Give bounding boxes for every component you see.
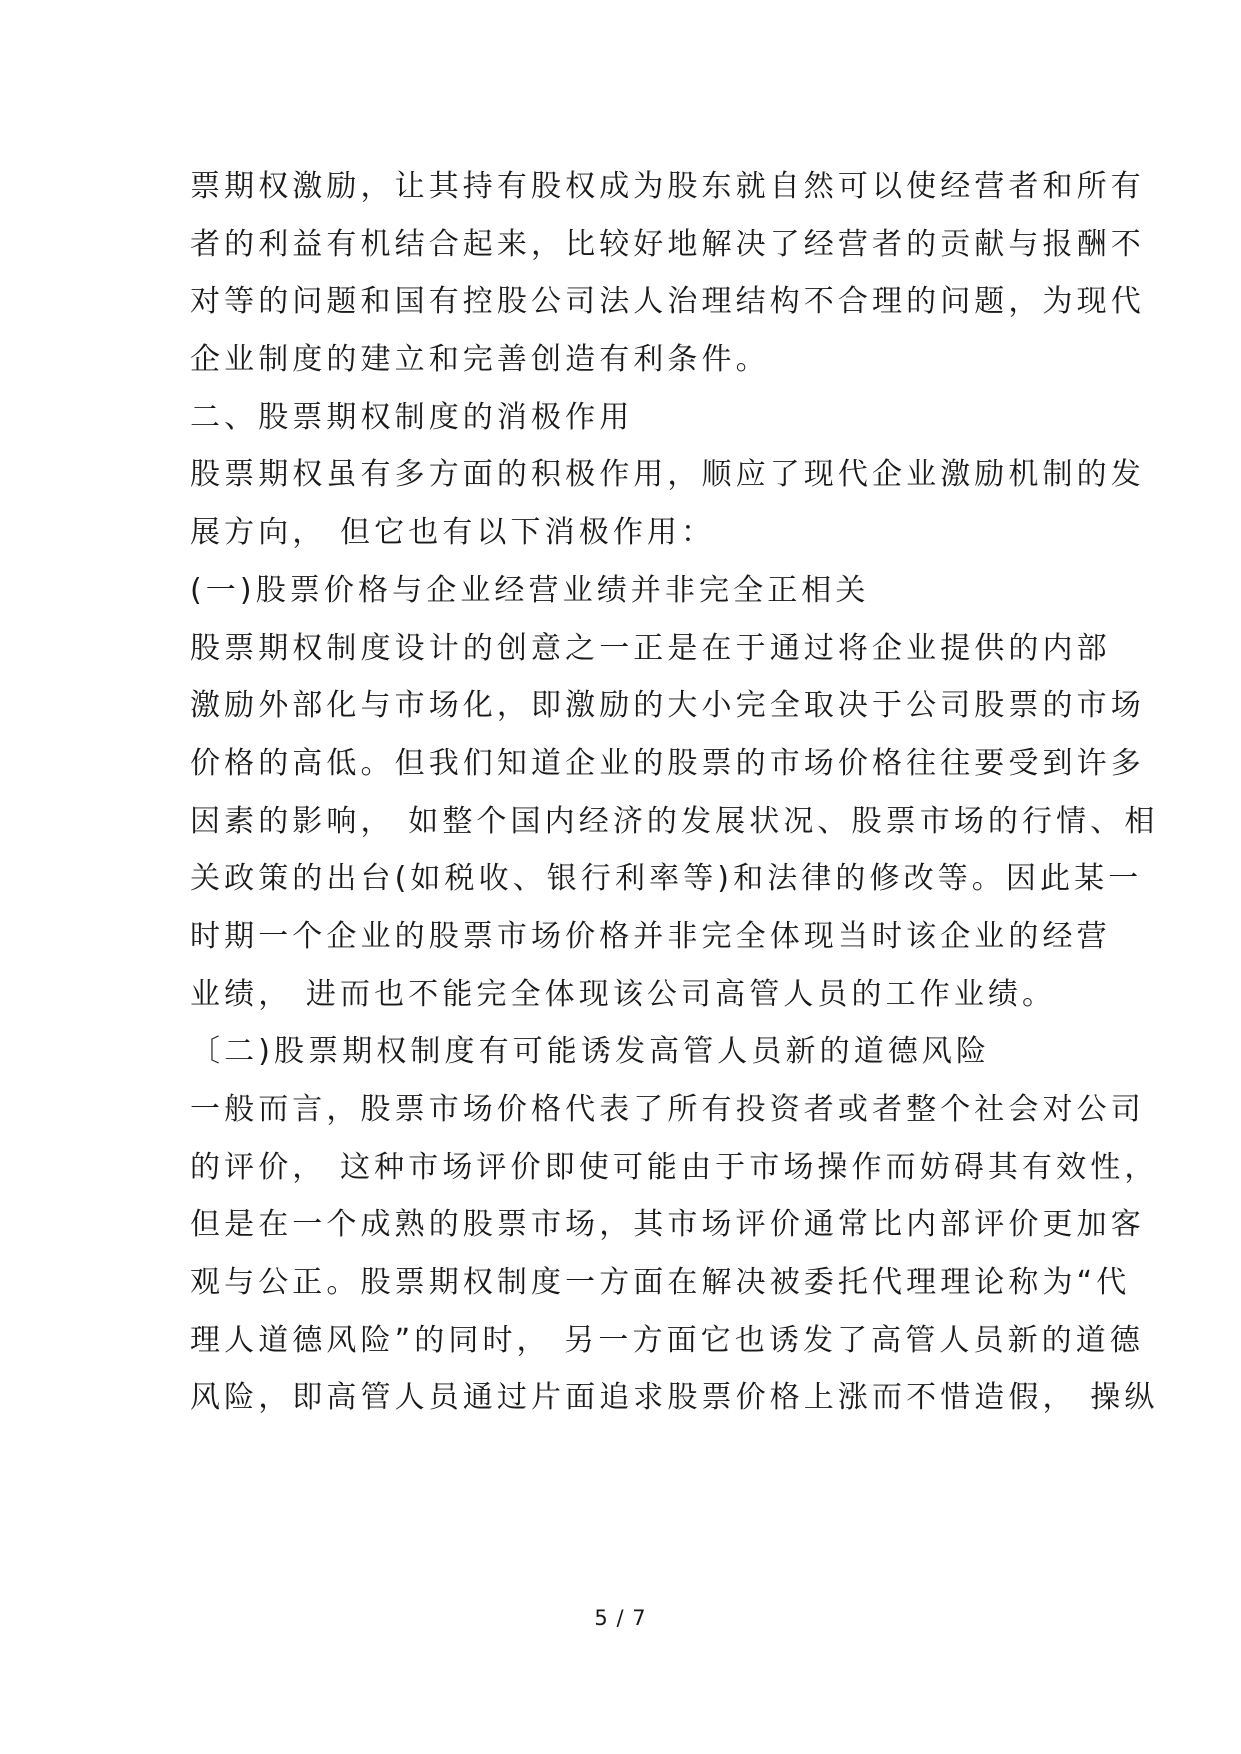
page-number: 5 / 7 (594, 1606, 647, 1630)
text-line: 企业制度的建立和完善创造有利条件。 (190, 342, 770, 378)
section-heading: 二、股票期权制度的消极作用 (190, 399, 634, 435)
text-line: 时期一个企业的股票市场价格并非完全体现当时该企业的经营 (190, 918, 1111, 954)
text-line: 理人道德风险”的同时， 另一方面它也诱发了高管人员新的道德 (190, 1322, 1144, 1358)
text-line: 一般而言，股票市场价格代表了所有投资者或者整个社会对公司 (190, 1092, 1145, 1127)
text-line: 对等的问题和国有控股公司法人治理结构不合理的问题，为现代 (190, 284, 1145, 320)
text-line: 的评价， 这种市场评价即使可能由于市场操作而妨碍其有效性， (190, 1149, 1159, 1185)
text-line: 股票期权虽有多方面的积极作用，顺应了现代企业激励机制的发 (190, 457, 1145, 493)
text-line: 关政策的出台(如税收、银行利率等)和法律的修改等。因此某一 (190, 861, 1143, 897)
text-line: 激励外部化与市场化，即激励的大小完全取决于公司股票的市场 (190, 688, 1145, 724)
body-text (190, 158, 1159, 1427)
subsection-heading: 〔二)股票期权制度有可能诱发高管人员新的道德风险 (190, 1034, 991, 1070)
text-line: 展方向， 但它也有以下消极作用： (190, 515, 716, 551)
text-line: 业绩， 进而也不能完全体现该公司高管人员的工作业绩。 (190, 976, 1057, 1012)
subsection-heading: (一)股票价格与企业经营业绩并非完全正相关 (190, 572, 870, 608)
text-line: 但是在一个成熟的股票市场，其市场评价通常比内部评价更加客 (190, 1207, 1145, 1243)
text-line: 者的利益有机结合起来，比较好地解决了经营者的贡献与报酬不 (190, 226, 1145, 262)
text-line: 风险，即高管人员通过片面追求股票价格上涨而不惜造假， 操纵 (190, 1380, 1159, 1416)
text-line: 观与公正。股票期权制度一方面在解决被委托代理理论称为“代 (190, 1265, 1131, 1301)
text-line: 价格的高低。但我们知道企业的股票的市场价格往往要受到许多 (190, 745, 1145, 781)
text-line: 票期权激励，让其持有股权成为股东就自然可以使经营者和所有 (190, 169, 1145, 204)
text-line: 因素的影响， 如整个国内经济的发展状况、股票市场的行情、相 (190, 803, 1159, 839)
text-line: 股票期权制度设计的创意之一正是在于通过将企业提供的内部 (190, 630, 1111, 666)
